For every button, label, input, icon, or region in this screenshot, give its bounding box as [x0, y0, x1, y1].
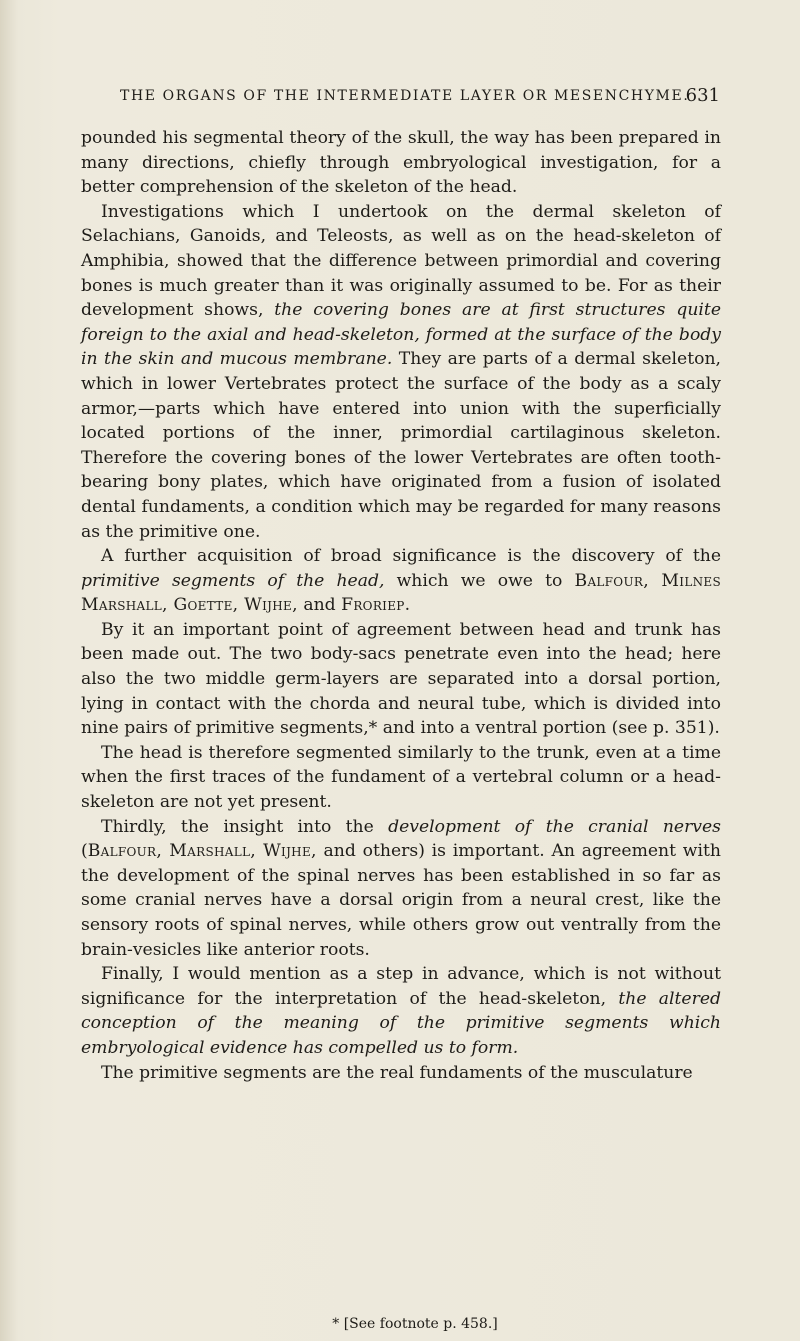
- emphasis-text: the covering bones are at first structures quite foreign to the axial and head-skeleton, formed at the surface of the body in the skin and mucous membrane.: [81, 300, 721, 370]
- emphasis-text: the altered conception of the meaning of the primitive segments which embryological evidence has compelled us to form.: [81, 988, 721, 1058]
- paragraph-text: By it an important point of agreement between head and trunk has been made out. The two body-sacs penetrate even into the head; here also the two middle germ-layers are separated into a dorsal portion, lying in contact with the chorda and neural tube, which is divided into nine pairs of primitive segments,* and into a ventral portion (see p. 351).: [81, 619, 721, 739]
- paragraph-5: [81, 741, 721, 815]
- emphasis-text: primitive segments of the head,: [81, 570, 385, 591]
- paragraph-text: (: [81, 841, 88, 862]
- paragraph-text: A further acquisition of broad significance is the discovery of the: [101, 546, 721, 567]
- paragraph-2: [81, 200, 721, 544]
- footnote: * [See footnote p. 458.]: [332, 1316, 498, 1332]
- paragraph-8: [81, 1061, 721, 1086]
- paragraph-text: pounded his segmental theory of the skull, the way has been prepared in many directions, chiefly through embryological investigation, for a better comprehension of the skeleton of the head.: [81, 128, 721, 198]
- paragraph-3: [81, 544, 721, 618]
- paragraph-6: [81, 815, 721, 963]
- paragraph-7: [81, 962, 721, 1060]
- paragraph-4: [81, 618, 721, 741]
- paragraph-text: which we owe to: [384, 570, 575, 591]
- paragraph-text: Investigations which I undertook on the dermal skeleton of Selachians, Ganoids, and Teleosts, as well as on the head-skeleton of Amphibia, showed that the difference between primordial and covering bones is much greater than it was originally assumed to be. For as their development shows,: [81, 201, 721, 321]
- body-text: [81, 126, 721, 1085]
- paragraph-text: Finally, I would mention as a step in advance, which is not without significance for the interpretation of the head-skeleton,: [81, 964, 721, 1009]
- paragraph-text: and others) is important. An agreement with the development of the spinal nerves has been established in so far as some cranial nerves have a dorsal origin from a neural crest, like the sensory roots of spinal nerves, while others grow out ventrally from the brain-vesicles like anterior roots.: [81, 841, 721, 960]
- running-title: THE ORGANS OF THE INTERMEDIATE LAYER OR MESENCHYME.: [120, 88, 690, 104]
- author-names: Froriep.: [341, 595, 411, 616]
- paragraph-text: They are parts of a dermal skeleton, which in lower Vertebrates protect the surface of the body as a scaly armor,—parts which have entered into union with the superficially located portions of the inner, primordial cartilaginous skeleton. Therefore the covering bones of the lower Vertebrates are often tooth-bearing bony plates, which have originated from a fusion of isolated dental fundaments, a condition which may be regarded for many reasons as the primitive one.: [81, 349, 721, 542]
- emphasis-text: development of the cranial nerves: [388, 816, 722, 837]
- page-number: 631: [685, 85, 720, 106]
- paragraph-text: The head is therefore segmented similarly to the trunk, even at a time when the first traces of the fundament of a vertebral column or a head-skeleton are not yet present.: [81, 742, 721, 813]
- paragraph-text: Thirdly, the insight into the: [101, 816, 389, 837]
- paragraph-text: and: [297, 595, 342, 616]
- author-names: Balfour, Milnes Marshall, Goette, Wijhe,: [81, 570, 721, 616]
- running-header: [120, 85, 720, 106]
- paragraph-1: [81, 126, 721, 200]
- author-names: Balfour, Marshall, Wijhe,: [87, 841, 317, 862]
- paragraph-text: The primitive segments are the real fundaments of the musculature: [101, 1062, 693, 1083]
